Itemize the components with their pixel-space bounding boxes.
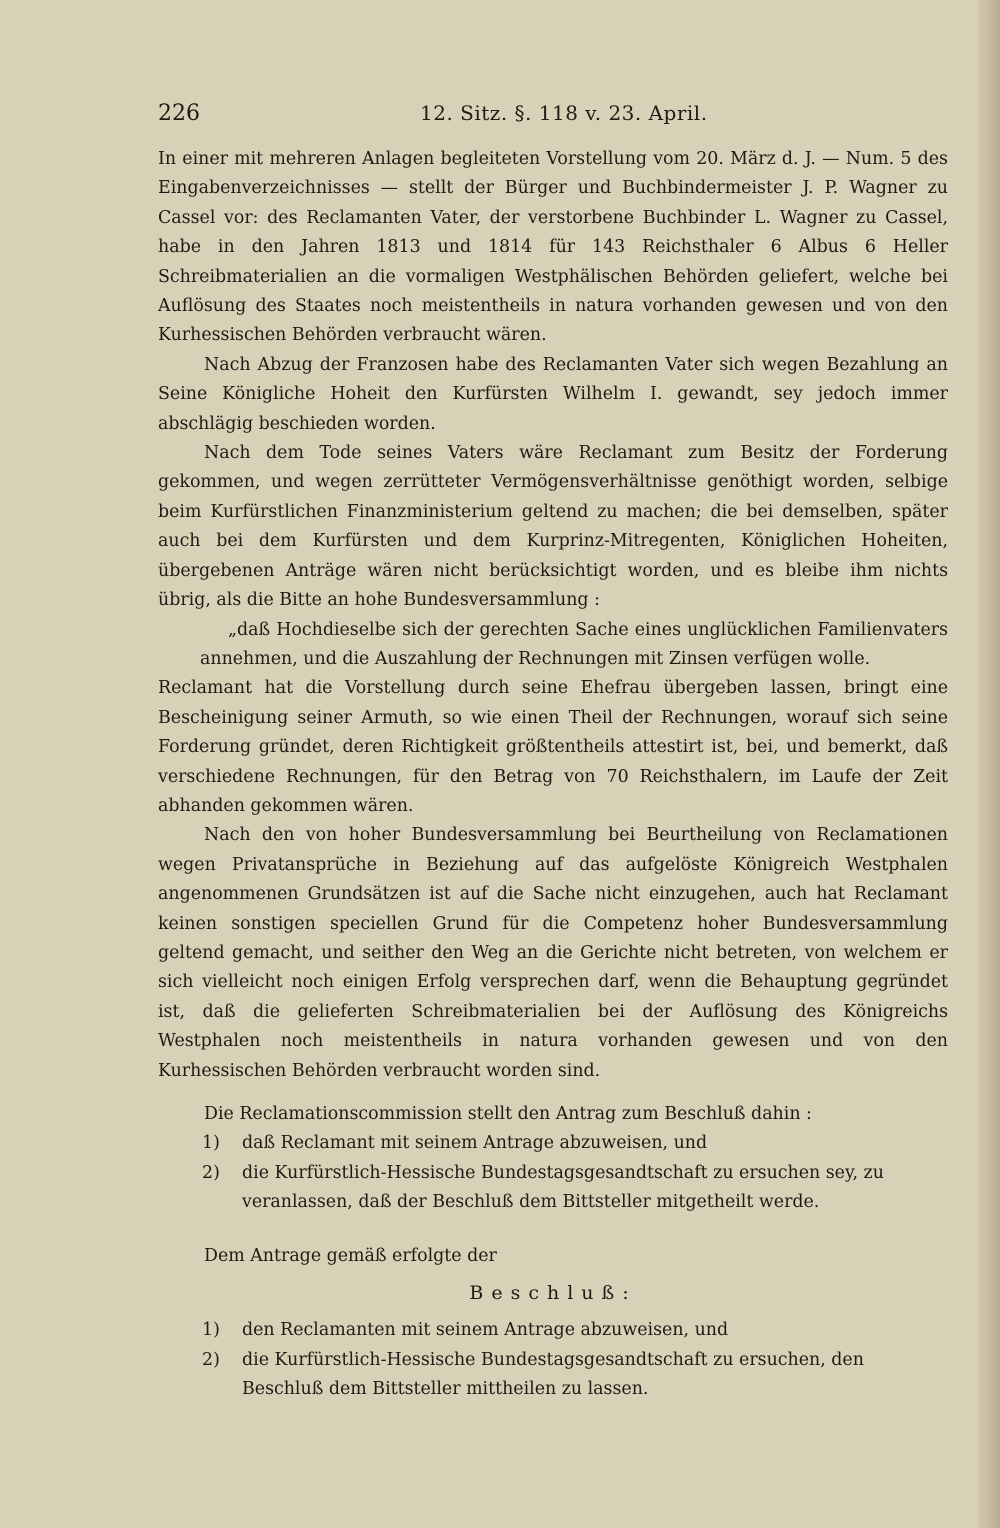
paragraph-submission: Reclamant hat die Vorstellung durch seine Ehefrau übergeben lassen, bringt eine Bescheinigung seiner Armuth, so wie einen Theil der Rechnungen, worauf sich seine Forderung gründet, deren Richtigkeit größtentheils attestirt ist, bei, und bemerkt, daß verschiedene Rechnungen, für den Betrag von 70 Reichsthalern, im Laufe der Zeit abhanden gekommen wären. <box>158 678 948 816</box>
commission-intro: Die Reclamationscommission stellt den Antrag zum Beschluß dahin : <box>204 1104 812 1124</box>
running-head: 12. Sitz. §. 118 v. 23. April. <box>420 101 708 125</box>
list-number: 1) <box>202 1133 220 1154</box>
list-text: daß Reclamant mit seinem Antrage abzuweisen, und <box>242 1133 708 1154</box>
decision-item <box>202 1346 948 1405</box>
list-text: den Reclamanten mit seinem Antrage abzuweisen, und <box>242 1320 729 1341</box>
quoted-petition: „daß Hochdieselbe sich der gerechten Sache eines unglücklichen Familienvaters annehmen, und die Auszahlung der Rechnungen mit Zinsen verfügen wolle. <box>200 619 948 669</box>
decision-intro: Dem Antrage gemäß erfolgte der <box>204 1245 497 1266</box>
commission-item <box>202 1159 948 1218</box>
page-number: 226 <box>158 101 200 126</box>
section-gap <box>158 1218 948 1242</box>
paragraph-father-appeal: Nach Abzug der Franzosen habe des Reclamanten Vater sich wegen Bezahlung an Seine Königliche Hoheit den Kurfürsten Wilhelm I. gewandt, sey jedoch immer abschlägig beschieden worden. <box>158 354 948 434</box>
page-header <box>158 101 948 131</box>
list-text: die Kurfürstlich-Hessische Bundestagsgesandtschaft zu ersuchen sey, zu veranlassen, daß der Beschluß dem Bittsteller mitgetheilt werde. <box>242 1162 884 1213</box>
list-number: 2) <box>202 1349 220 1370</box>
list-number: 2) <box>202 1162 220 1183</box>
section-gap <box>158 1086 948 1100</box>
paragraph-intro: In einer mit mehreren Anlagen begleiteten Vorstellung vom 20. März d. J. — Num. 5 des Eingabenverzeichnisses — stellt der Bürger und Buchbindermeister J. P. Wagner zu Cassel vor: des Reclamanten Vater, der verstorbene Buchbinder L. Wagner zu Cassel, habe in den Jahren 1813 und 1814 für 143 Reichsthaler 6 Albus 6 Heller Schreibmaterialien an die vormaligen Westphälischen Behörden geliefert, welche bei Auflösung des Staates noch meistentheils in natura vorhanden gewesen und von den Kurhessischen Behörden verbraucht wären. <box>158 149 948 346</box>
decision-item <box>202 1316 948 1345</box>
list-text: die Kurfürstlich-Hessische Bundestagsgesandtschaft zu ersuchen, den Beschluß dem Bittsteller mittheilen zu lassen. <box>242 1349 864 1400</box>
decision-heading: Beschluß: <box>469 1282 637 1305</box>
list-number: 1) <box>202 1320 220 1341</box>
scan-page-edge <box>978 0 1000 1528</box>
paragraph-inheritance: Nach dem Tode seines Vaters wäre Reclamant zum Besitz der Forderung gekommen, und wegen zerrütteter Vermögensverhältnisse genöthigt worden, selbige beim Kurfürstlichen Finanzministerium geltend zu machen; die bei demselben, später auch bei dem Kurfürsten und dem Kurprinz-Mitregenten, Königlichen Hoheiten, übergebenen Anträge wären nicht berücksichtigt worden, und es bleibe ihm nichts übrig, als die Bitte an hohe Bundesversammlung : <box>158 443 948 611</box>
paragraph-assessment: Nach den von hoher Bundesversammlung bei Beurtheilung von Reclamationen wegen Privatansprüche in Beziehung auf das aufgelöste Königreich Westphalen angenommenen Grundsätzen ist auf die Sache nicht einzugehen, auch hat Reclamant keinen sonstigen speciellen Grund für die Competenz hoher Bundesversammlung geltend gemacht, und seither den Weg an die Gerichte nicht betreten, von welchem er sich vielleicht noch einigen Erfolg versprechen darf, wenn die Behauptung gegründet ist, daß die gelieferten Schreibmaterialien bei der Auflösung des Königreichs Westphalen noch meistentheils in natura vorhanden gewesen und von den Kurhessischen Behörden verbraucht worden sind. <box>158 825 948 1081</box>
commission-item <box>202 1129 948 1158</box>
body-text <box>158 145 948 1405</box>
